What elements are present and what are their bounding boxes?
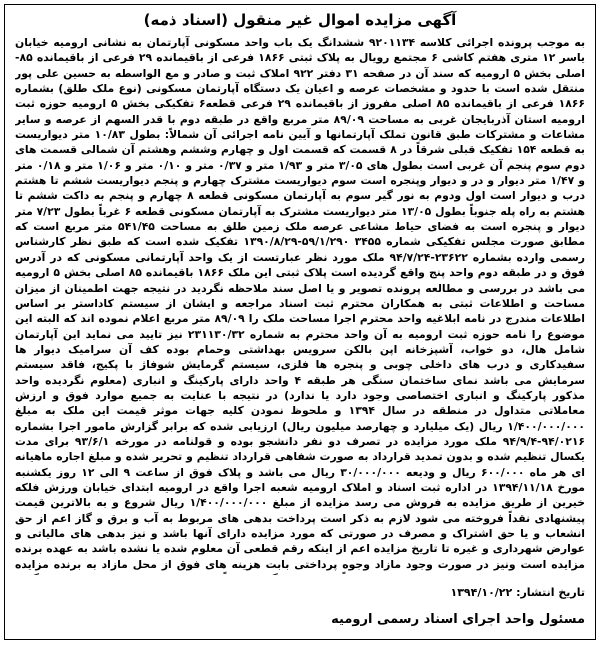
notice-frame <box>4 4 596 640</box>
notice-body: به موجب پرونده اجرائی کلاسه ۹۲۰۱۱۳۴ ششدانگ یک باب واحد مسکونی آپارتمان به نشانی ارومیه خیابان یاسر ۱۲ متری هفتم کاشی ۶ مجتمع رویال به پلاک ثبتی ۱۸۶۶ فرعی از باقیمانده ۲۹ فرعی از باقیمانده ۸۵- اصلی بخش ۵ ارومیه که سند آن در صفحه ۳۱ دفتر ۹۲۲ املاک ثبت و صادر و مع الواسطه به حسین علی پور منتقل شده است با حدود و مشخصات عرصه و اعیان یک دستگاه آپارتمان مسکونی (نوع ملک طلق) بشماره ۱۸۶۶ فرعی از باقیمانده ۸۵ اصلی مفروز از باقیمانده ۲۹ فرعی قطعه۶ تفکیکی بخش ۵ ارومیه حوزه ثبت ارومیه استان آذربایجان غربی به مساحت ۸۹/۰۹ متر مربع واقع در طبقه دوم با قدر السهم از عرصه و سایر مشاعات و مشترکات طبق قانون تملک آپارتمانها و آیین نامه اجرائی آن شمالاً: بطول ۱۰/۸۳ متر دیواریست به قطعه ۱۵۴ تفکیک قبلی شرقاً در ۸ قسمت که قسمت اول و چهارم وششم وهشتم آن شمالی قسمت های دوم سوم پنجم آن غربی است بطول های ۳/۰۵ متر و ۱/۹۳ متر و ۰/۳۷ متر و ۰/۱۰ متر و ۱/۰۶ متر و ۰/۱۸ متر و ۱/۴۷ متر دیوار و در و دیوار وپنجره است سوم دیواریست مشترک چهارم و پنجم دیواریست ششم تا هشتم درب و دیوار است اول ودوم به نور گیر سوم به آپارتمان مسکونی قطعه ۸ چهارم و پنجم به داکت ششم تا هشتم به راه پله جنوباً بطول ۱۳/۰۵ متر دیواریست مشترک به آپارتمان مسکونی قطعه ۶ غرباً بطول ۷/۲۳ متر دیوار و پنجره است به فضای حیاط مشاعی عرصه ملک زمین طلق به مساحت ۵۴۱/۴۵ متر مربع است که مطابق صورت مجلس تفکیکی شماره ۳۴۵۵ ۵۹/۱/۲۹۰-۱۳۹۰/۸/۲۹ تفکیک شده است که طبق نظر کارشناس رسمی وارده بشماره ۲۳۶۲۲-۹۴/۷/۲۴ ملک مورد نظر عبارتست از یک واحد آپارتمانی مسکونی که در آدرس فوق و در طبقه دوم واحد پنج واقع گردیده است پلاک ثبتی این ملک ۱۸۶۶ باقیمانده ۸۵ اصلی بخش ۵ ارومیه می باشد در بررسی و مطالعه پرونده تصویر و یا اصل سند ملاحظه نگردید در نتیجه جهت اطمینان از میزان مساحت و اطلاعات ثبتی به همکاران محترم ثبت اسناد مراجعه و ایشان از سیستم کاداستر بر اساس اطلاعات مندرج در نامه ابلاغیه واحد محترم اجرا مساحت ملک را ۸۹/۰۹ متر مربع اعلام نموده اند که البته این موضوع را نامه حوزه ثبت ارومیه به آن واحد محترم به شماره ۲۳۱۱۳۰/۳۲ نیز تایید می نماید این آپارتمان شامل هال، دو خواب، آشپزخانه اپن بالکن سرویس بهداشتی وحمام بوده کف آن سرامیک دیوار ها سفیدکاری و درب های داخلی چوبی و پنجره ها فلزی، سیستم گرمایش شوفاژ با پکیج، فاقد سیستم سرمایش می باشد نمای ساختمان سنگی هر طبقه ۴ واحد دارای پارکینگ و انباری (معلوم نگردیده واحد مذکور پارکینگ و انباری اختصاصی وجود دارد یا ندارد) در نتیجه با عنایت به جمیع موارد فوق و ارزش معاملاتی متداول در منطقه در سال ۱۳۹۴ و ملحوظ نمودن کلیه جهات موثر قیمت این ملک به مبلغ ۱/۴۰۰/۰۰۰/۰۰۰ ریال (یک میلیارد و چهارصد میلیون ریال) ارزیابی شده که برابر گزارش مامور اجرا بشماره ۹۴/۰۲۱۶-۹۴/۹/۴ ملک مورد مزایده در تصرف دو نفر دانشجو بوده و قولنامه در مورخه ۹۳/۶/۱ برای مدت یکسال تنظیم شده و بدون تمدید قرارداد به صورت شفاهی قرارداد تنظیم و تحریر شده و مبلغ اجاره ماهیانه ای هر ماه ۶۰۰/۰۰۰ ریال و ودیعه ۳۰/۰۰۰/۰۰۰ ریال می باشد و پلاک فوق از ساعت ۹ الی ۱۲ روز یکشنبه مورخ ۱۳۹۴/۱۱/۱۸ در اداره ثبت اسناد و املاک ارومیه شعبه اجرا واقع در ارومیه ابتدای خیابان ورزش فلکه خیرین از طریق مزایده به فروش می رسد مزایده از مبلغ ۱/۴۰۰/۰۰۰/۰۰۰ ریال شروع و به بالاترین قیمت پیشنهادی نقداً فروخته می شود لازم به ذکر است پرداخت بدهی های مربوط به آب و برق و گاز اعم از حق انشعاب و یا حق اشتراک و مصرف در صورتی که مورد مزایده دارای آنها باشد و نیز بدهی های مالیاتی و عوارض شهرداری و غیره تا تاریخ مزایده اعم از اینکه رقم قطعی آن معلوم شده یا نشده باشد به عهده برنده مزایده است ونیز در صورت وجود مازاد وجوه پرداختی بابت هزینه های فوق از محل مازاد به برنده مزایده <box>15 36 585 571</box>
notice-title: آگهی مزایده اموال غیر منقول (اسناد ذمه) <box>143 11 457 29</box>
publication-date: تاریخ انتشار: ۱۳۹۴/۱۰/۲۲ <box>450 586 585 599</box>
signature-line: مسئول واحد اجرای اسناد رسمی ارومیه <box>331 612 585 627</box>
